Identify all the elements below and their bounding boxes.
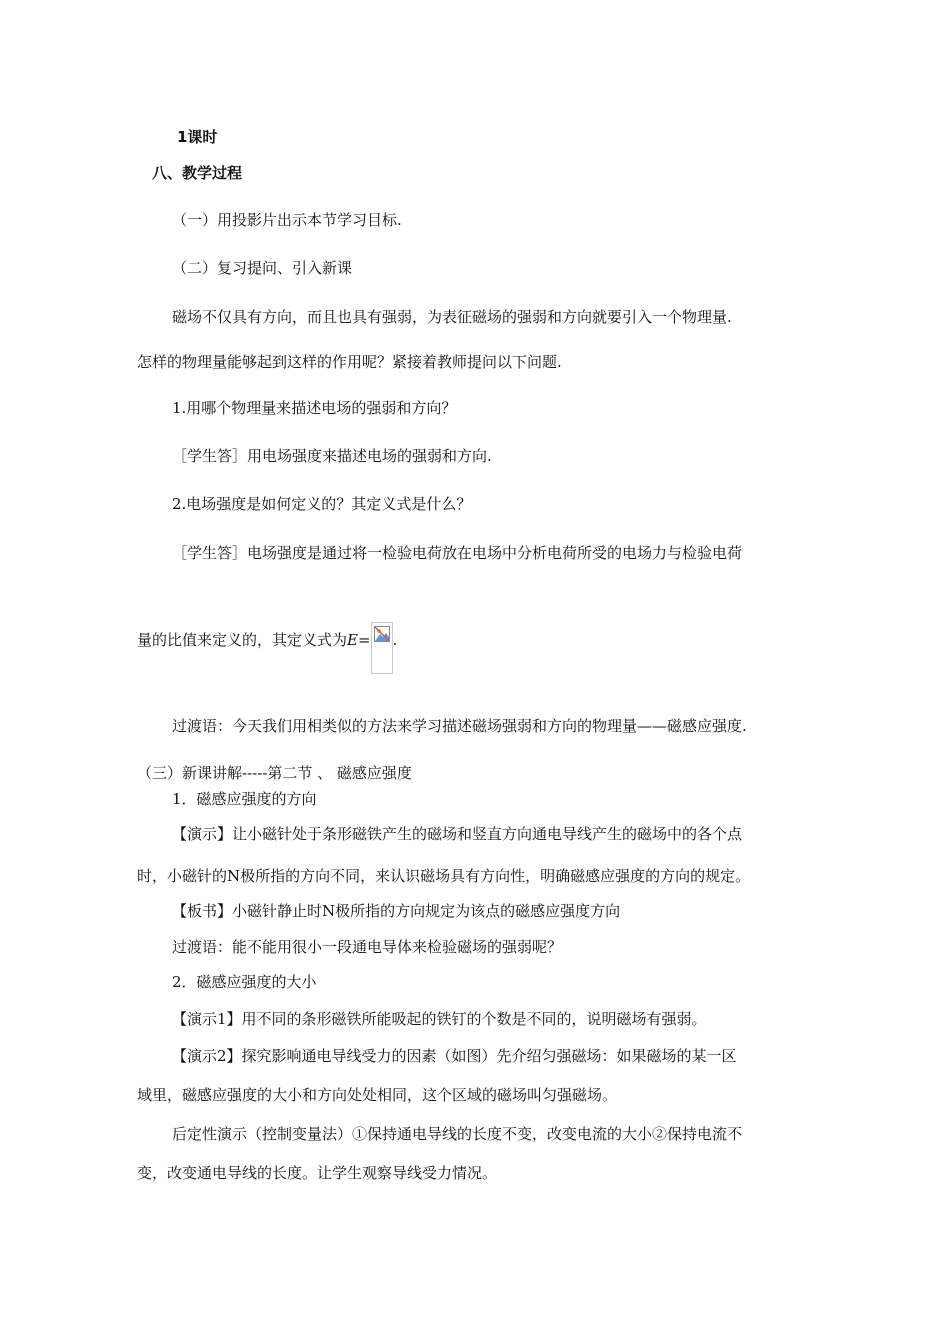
part-2-demo-2-line-1: 【演示2】探究影响通电导线受力的因素（如图）先介绍匀强磁场：如果磁场的某一区 [172, 1047, 737, 1065]
part-2-demo-1: 【演示1】用不同的条形磁铁所能吸起的铁钉的个数是不同的，说明磁场有强弱。 [172, 1010, 707, 1028]
formula-symbol: E= [347, 631, 371, 649]
broken-image-icon [374, 626, 390, 642]
intro-line-1: 磁场不仅具有方向，而且也具有强弱，为表征磁场的强弱和方向就要引入一个物理量. [172, 308, 732, 326]
formula-image [371, 622, 393, 674]
lesson-duration: 1课时 [177, 128, 218, 146]
section-heading: 八、教学过程 [152, 164, 243, 182]
part-2-demo-2-line-2: 域里，磁感应强度的大小和方向处处相同，这个区域的磁场叫匀强磁场。 [137, 1086, 618, 1104]
step-2: （二）复习提问、引入新课 [172, 259, 353, 277]
intro-line-2: 怎样的物理量能够起到这样的作用呢？紧接着教师提问以下问题. [137, 353, 562, 371]
part-2-title: 2．磁感应强度的大小 [172, 973, 317, 991]
part-1-board: 【板书】小磁针静止时N极所指的方向规定为该点的磁感应强度方向 [172, 902, 621, 920]
answer-2-prefix: 量的比值来定义的，其定义式为 [137, 631, 348, 649]
part-1-title: 1．磁感应强度的方向 [172, 790, 317, 808]
answer-1: ［学生答］用电场强度来描述电场的强弱和方向. [172, 447, 492, 465]
part-2-qualitative-line-2: 变，改变通电导线的长度。让学生观察导线受力情况。 [137, 1164, 498, 1182]
step-1: （一）用投影片出示本节学习目标. [172, 211, 402, 229]
part-2-qualitative-line-1: 后定性演示（控制变量法）①保持通电导线的长度不变，改变电流的大小②保持电流不 [172, 1125, 743, 1143]
question-1: 1.用哪个物理量来描述电场的强弱和方向？ [172, 399, 457, 417]
answer-2-suffix: . [392, 631, 398, 649]
transition-2: 过渡语：能不能用很小一段通电导体来检验磁场的强弱呢？ [172, 938, 563, 956]
answer-2-line-2 [137, 630, 397, 674]
part-1-demo-line-1: 【演示】让小磁针处于条形磁铁产生的磁场和竖直方向通电导线产生的磁场中的各个点 [172, 825, 743, 843]
transition-1: 过渡语：今天我们用相类似的方法来学习描述磁场强弱和方向的物理量——磁感应强度. [172, 717, 747, 735]
answer-2-line-1: ［学生答］电场强度是通过将一检验电荷放在电场中分析电荷所受的电场力与检验电荷 [172, 544, 743, 562]
step-3: （三）新课讲解-----第二节 、 磁感应强度 [137, 764, 412, 782]
part-1-demo-line-2: 时，小磁针的N极所指的方向不同，来认识磁场具有方向性，明确磁感应强度的方向的规定。 [137, 867, 751, 885]
question-2: 2.电场强度是如何定义的？其定义式是什么？ [172, 495, 472, 513]
